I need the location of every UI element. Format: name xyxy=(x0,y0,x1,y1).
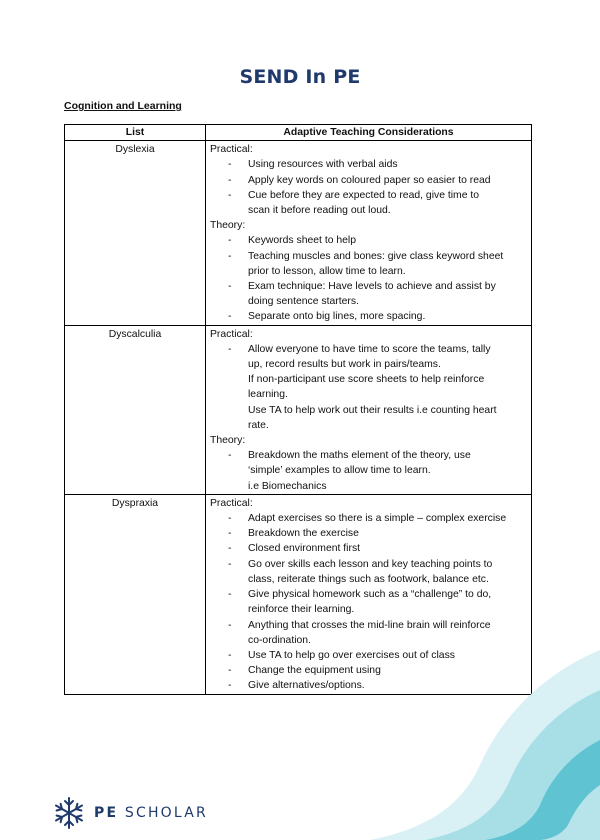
dash-bullet: - xyxy=(228,235,232,247)
item-line: Use TA to help go over exercises out of class xyxy=(248,649,455,661)
item-line: doing sentence starters. xyxy=(248,296,359,308)
item-line: Go over skills each lesson and key teaching points to xyxy=(248,558,493,570)
table-header-row xyxy=(65,125,532,141)
group-heading: Practical: xyxy=(210,144,253,156)
item-line: Teaching muscles and bones: give class keyword sheet xyxy=(248,250,504,262)
list-item xyxy=(210,279,527,309)
considerations-table xyxy=(64,124,532,695)
item-line: Use TA to help work out their results i.e counting heart xyxy=(248,404,497,416)
item-line: Keywords sheet to help xyxy=(248,235,357,247)
page-title: SEND In PE xyxy=(239,66,361,88)
item-line: Separate onto big lines, more spacing. xyxy=(248,311,426,323)
item-line: rate. xyxy=(248,419,269,431)
list-item xyxy=(210,511,527,526)
brand-name: PE SCHOLAR xyxy=(94,805,208,821)
list-item xyxy=(210,618,527,648)
dash-bullet: - xyxy=(228,528,232,540)
condition-cell: Dyspraxia xyxy=(65,494,206,694)
item-line: reinforce their learning. xyxy=(248,604,355,616)
dash-bullet: - xyxy=(228,450,232,462)
item-line: Anything that crosses the mid-line brain will reinforce xyxy=(248,619,491,631)
item-line: ‘simple’ examples to allow time to learn. xyxy=(248,465,431,477)
dash-bullet: - xyxy=(228,619,232,631)
consideration-list xyxy=(210,342,527,433)
section-heading: Cognition and Learning xyxy=(64,100,182,112)
list-item xyxy=(210,188,527,218)
list-item xyxy=(210,526,527,541)
item-line: Closed environment first xyxy=(248,543,361,555)
dash-bullet: - xyxy=(228,311,232,323)
footer-logo xyxy=(52,796,208,830)
item-line: learning. xyxy=(248,389,288,401)
dash-bullet: - xyxy=(228,159,232,171)
item-line: Breakdown the exercise xyxy=(248,528,359,540)
considerations-cell xyxy=(206,141,532,325)
condition-cell: Dyslexia xyxy=(65,141,206,325)
item-line: Give physical homework such as a “challenge” to do, xyxy=(248,589,492,601)
item-line: class, reiterate things such as footwork, balance etc. xyxy=(248,573,489,585)
group-heading: Theory: xyxy=(210,435,246,447)
item-line: co-ordination. xyxy=(248,634,311,646)
condition-cell: Dyscalculia xyxy=(65,325,206,494)
item-line: If non-participant use score sheets to help reinforce xyxy=(248,374,485,386)
group-heading: Practical: xyxy=(210,497,253,509)
item-line: up, record results but work in pairs/teams. xyxy=(248,359,441,371)
decorative-waves xyxy=(370,650,600,840)
consideration-list xyxy=(210,157,527,218)
item-line: Give alternatives/options. xyxy=(248,680,365,692)
table-row xyxy=(65,325,532,494)
header-list: List xyxy=(65,125,206,141)
list-item xyxy=(210,541,527,556)
header-considerations: Adaptive Teaching Considerations xyxy=(206,125,532,141)
dash-bullet: - xyxy=(228,589,232,601)
item-line: Exam technique: Have levels to achieve and assist by xyxy=(248,281,496,293)
list-item xyxy=(210,173,527,188)
consideration-list xyxy=(210,448,527,494)
dash-bullet: - xyxy=(228,513,232,525)
table-row xyxy=(65,141,532,325)
group-heading: Theory: xyxy=(210,220,246,232)
list-item xyxy=(210,448,527,494)
item-line: Using resources with verbal aids xyxy=(248,159,398,171)
consideration-list xyxy=(210,233,527,324)
dash-bullet: - xyxy=(228,281,232,293)
item-line: Change the equipment using xyxy=(248,665,381,677)
table-body xyxy=(65,141,532,694)
dash-bullet: - xyxy=(228,174,232,186)
dash-bullet: - xyxy=(228,665,232,677)
item-line: Cue before they are expected to read, give time to xyxy=(248,189,480,201)
item-line: prior to lesson, allow time to learn. xyxy=(248,265,406,277)
item-line: Adapt exercises so there is a simple – complex exercise xyxy=(248,513,507,525)
item-line: i.e Biomechanics xyxy=(248,480,327,492)
dash-bullet: - xyxy=(228,649,232,661)
list-item xyxy=(210,309,527,324)
item-line: Breakdown the maths element of the theory, use xyxy=(248,450,471,462)
item-line: scan it before reading out loud. xyxy=(248,205,391,217)
list-item xyxy=(210,249,527,279)
dash-bullet: - xyxy=(228,680,232,692)
dash-bullet: - xyxy=(228,343,232,355)
list-item xyxy=(210,157,527,172)
list-item xyxy=(210,233,527,248)
considerations-cell xyxy=(206,325,532,494)
list-item xyxy=(210,557,527,587)
item-line: Allow everyone to have time to score the teams, tally xyxy=(248,343,491,355)
dash-bullet: - xyxy=(228,558,232,570)
dash-bullet: - xyxy=(228,543,232,555)
item-line: Apply key words on coloured paper so easier to read xyxy=(248,174,491,186)
dash-bullet: - xyxy=(228,250,232,262)
list-item xyxy=(210,587,527,617)
list-item xyxy=(210,342,527,433)
dash-bullet: - xyxy=(228,189,232,201)
snowflake-logo-icon xyxy=(52,796,86,830)
group-heading: Practical: xyxy=(210,328,253,340)
